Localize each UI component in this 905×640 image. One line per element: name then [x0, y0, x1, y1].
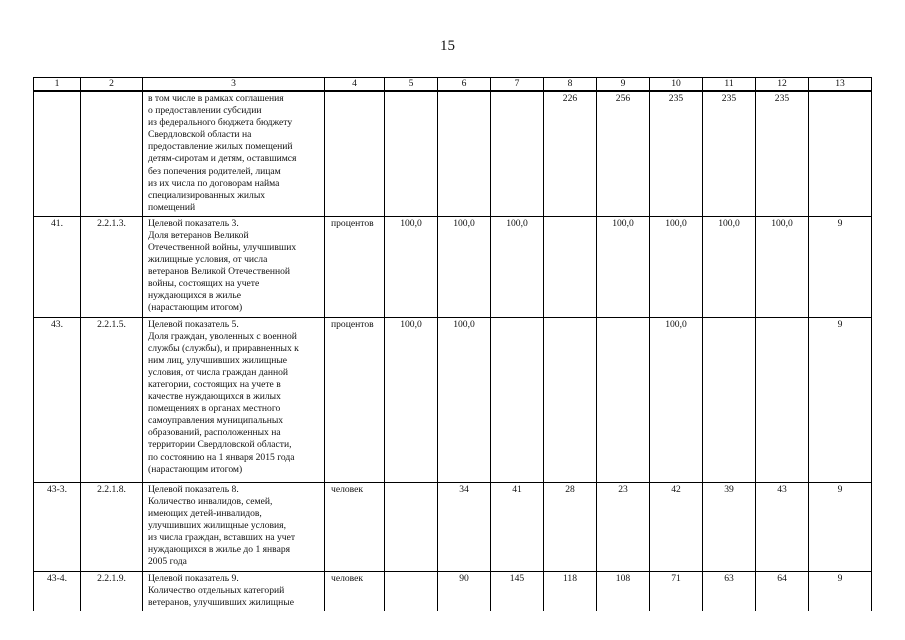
col-6-header: 6 — [438, 78, 491, 92]
row-value: 256 — [597, 91, 650, 216]
row-value: 100,0 — [756, 216, 809, 317]
row-value: 23 — [597, 482, 650, 571]
row-number: 41. — [34, 216, 81, 317]
row-value — [438, 91, 491, 216]
row-value: 90 — [438, 571, 491, 611]
row-value: 43 — [756, 482, 809, 571]
row-value: 226 — [544, 91, 597, 216]
row-number: 43-4. — [34, 571, 81, 611]
col-9-header: 9 — [597, 78, 650, 92]
row-value — [597, 317, 650, 482]
row-value — [756, 317, 809, 482]
col-4-header: 4 — [325, 78, 385, 92]
col-2-header: 2 — [81, 78, 143, 92]
row-value: 9 — [809, 216, 872, 317]
indicator-table — [33, 77, 872, 611]
row-unit — [325, 91, 385, 216]
row-unit: человек — [325, 571, 385, 611]
row-unit: процентов — [325, 317, 385, 482]
page-number: 15 — [440, 38, 455, 54]
row-code: 2.2.1.3. — [81, 216, 143, 317]
row-value: 9 — [809, 317, 872, 482]
row-value: 63 — [703, 571, 756, 611]
col-11-header: 11 — [703, 78, 756, 92]
row-description: Целевой показатель 9. Количество отдельных категорий ветеранов, улучшивших жилищные — [143, 571, 325, 611]
row-code: 2.2.1.9. — [81, 571, 143, 611]
row-number: 43. — [34, 317, 81, 482]
row-number — [34, 91, 81, 216]
row-value — [544, 317, 597, 482]
row-value: 118 — [544, 571, 597, 611]
row-value: 28 — [544, 482, 597, 571]
col-7-header: 7 — [491, 78, 544, 92]
row-value: 235 — [756, 91, 809, 216]
row-value: 100,0 — [438, 317, 491, 482]
row-value: 64 — [756, 571, 809, 611]
row-description: Целевой показатель 8. Количество инвалидов, семей, имеющих детей-инвалидов, улучшивших жилищные условия, из числа граждан, вставших на учет нуждающихся в жилье до 1 января 2005 года — [143, 482, 325, 571]
row-unit: процентов — [325, 216, 385, 317]
col-5-header: 5 — [385, 78, 438, 92]
column-number-row — [34, 78, 872, 92]
table-row — [34, 482, 872, 571]
row-value — [385, 91, 438, 216]
row-value: 42 — [650, 482, 703, 571]
row-value: 100,0 — [438, 216, 491, 317]
row-value: 100,0 — [385, 317, 438, 482]
col-10-header: 10 — [650, 78, 703, 92]
table-row — [34, 571, 872, 611]
row-value: 9 — [809, 571, 872, 611]
col-12-header: 12 — [756, 78, 809, 92]
row-value — [385, 482, 438, 571]
row-value — [809, 91, 872, 216]
row-value — [491, 317, 544, 482]
row-value: 71 — [650, 571, 703, 611]
row-value — [703, 317, 756, 482]
row-value: 100,0 — [597, 216, 650, 317]
table-row — [34, 91, 872, 216]
table-row — [34, 317, 872, 482]
row-value — [544, 216, 597, 317]
row-value: 41 — [491, 482, 544, 571]
table-row — [34, 216, 872, 317]
row-value — [491, 91, 544, 216]
row-code — [81, 91, 143, 216]
row-code: 2.2.1.5. — [81, 317, 143, 482]
row-value: 235 — [650, 91, 703, 216]
row-number: 43-3. — [34, 482, 81, 571]
row-value: 100,0 — [650, 317, 703, 482]
row-description: Целевой показатель 3. Доля ветеранов Великой Отечественной войны, улучшивших жилищные условия, от числа ветеранов Великой Отечественной войны, состоящих на учете нуждающихся в жилье (нарастающим итогом) — [143, 216, 325, 317]
col-13-header: 13 — [809, 78, 872, 92]
row-value: 100,0 — [491, 216, 544, 317]
row-value: 100,0 — [650, 216, 703, 317]
row-value — [385, 571, 438, 611]
row-value: 100,0 — [385, 216, 438, 317]
row-value: 235 — [703, 91, 756, 216]
col-8-header: 8 — [544, 78, 597, 92]
row-unit: человек — [325, 482, 385, 571]
row-value: 108 — [597, 571, 650, 611]
row-code: 2.2.1.8. — [81, 482, 143, 571]
row-value: 9 — [809, 482, 872, 571]
row-value: 34 — [438, 482, 491, 571]
row-description: Целевой показатель 5. Доля граждан, уволенных с военной службы (службы), и приравненных к ним лиц, улучшивших жилищные условия, от числа граждан данной категории, состоящих на учете в качестве нуждающихся в жилых помещениях в органах местного самоуправления муниципальных образований, расположенных на территории Свердловской области, по состоянию на 1 января 2015 года (нарастающим итогом) — [143, 317, 325, 482]
row-value: 145 — [491, 571, 544, 611]
col-1-header: 1 — [34, 78, 81, 92]
row-value: 100,0 — [703, 216, 756, 317]
row-description: в том числе в рамках соглашения о предоставлении субсидии из федерального бюджета бюджету Свердловской области на предоставление жилых помещений детям-сиротам и детям, оставшимся без попечения родителей, лицам из их числа по договорам найма специализированных жилых помещений — [143, 91, 325, 216]
col-3-header: 3 — [143, 78, 325, 92]
row-value: 39 — [703, 482, 756, 571]
